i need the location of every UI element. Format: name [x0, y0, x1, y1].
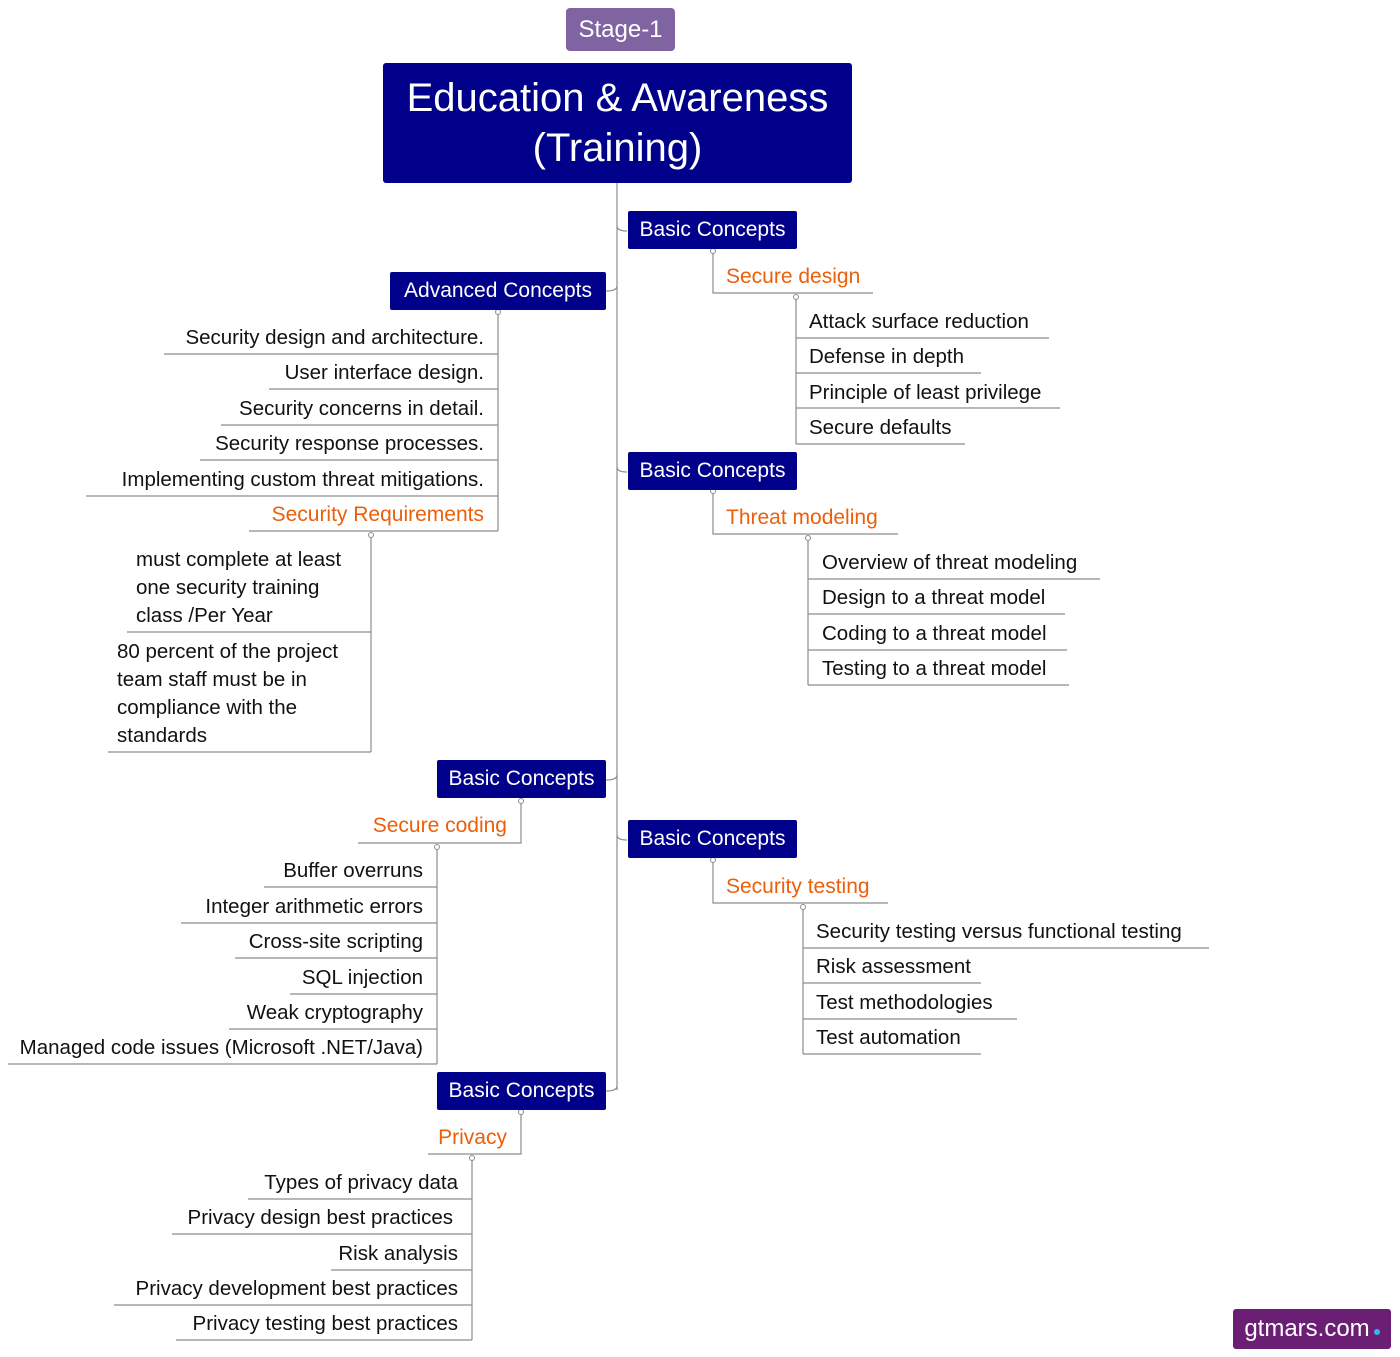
root-title-line2: (Training) [532, 126, 703, 170]
topic-security-testing[interactable]: Security testing [726, 875, 870, 898]
leaf-item[interactable]: User interface design. [284, 361, 484, 384]
leaf-item[interactable]: Integer arithmetic errors [205, 895, 423, 918]
brand-text: gtmars.com [1244, 1315, 1370, 1342]
requirement-item[interactable]: must complete at least one security training class /Per Year [136, 548, 342, 627]
leaf-item[interactable]: Cross-site scripting [248, 930, 423, 953]
leaf-item[interactable]: Test automation [816, 1026, 961, 1049]
leaf-item[interactable]: Risk analysis [338, 1242, 458, 1265]
topic-security-requirements[interactable]: Security Requirements [271, 503, 484, 526]
category-node-privacy[interactable]: Basic Concepts [437, 1072, 606, 1110]
leaf-item[interactable]: Risk assessment [816, 955, 971, 978]
category-node-security-testing[interactable]: Basic Concepts [628, 820, 797, 858]
category-node-secure-design[interactable]: Basic Concepts [628, 211, 797, 249]
leaf-item[interactable]: Implementing custom threat mitigations. [121, 468, 484, 491]
leaf-item[interactable]: Privacy design best practices [187, 1206, 453, 1229]
root-node[interactable] [383, 63, 852, 183]
category-node-threat-modeling[interactable]: Basic Concepts [628, 452, 797, 490]
brand-dot-icon [1374, 1329, 1380, 1335]
topic-secure-coding[interactable]: Secure coding [372, 814, 507, 837]
leaf-item[interactable]: Test methodologies [816, 991, 993, 1014]
leaf-item[interactable]: Attack surface reduction [809, 310, 1029, 333]
root-title-line1: Education & Awareness [406, 76, 829, 120]
leaf-item[interactable]: Buffer overruns [283, 859, 423, 882]
leaf-item[interactable]: Principle of least privilege [809, 381, 1042, 404]
brand-badge[interactable] [1233, 1309, 1391, 1349]
leaf-item[interactable]: Security concerns in detail. [239, 397, 484, 420]
topic-privacy[interactable]: Privacy [438, 1126, 507, 1149]
leaf-item[interactable]: SQL injection [301, 966, 423, 989]
leaf-item[interactable]: Privacy development best practices [135, 1277, 458, 1300]
topic-threat-modeling[interactable]: Threat modeling [726, 506, 878, 529]
leaf-item[interactable]: Managed code issues (Microsoft .NET/Java) [19, 1036, 423, 1059]
leaf-item[interactable]: Overview of threat modeling [822, 551, 1078, 574]
leaf-item[interactable]: Security testing versus functional testing [816, 920, 1182, 943]
leaf-item[interactable]: Coding to a threat model [822, 622, 1047, 645]
topic-secure-design[interactable]: Secure design [726, 265, 861, 288]
requirement-item[interactable]: 80 percent of the project team staff must be in compliance with the standards [117, 640, 339, 747]
leaf-item[interactable]: Design to a threat model [822, 586, 1046, 609]
leaf-item[interactable]: Security design and architecture. [185, 326, 484, 349]
stage-label: Stage-1 [566, 8, 675, 51]
leaf-item[interactable]: Privacy testing best practices [192, 1312, 458, 1335]
leaf-item[interactable]: Secure defaults [809, 416, 952, 439]
category-node-secure-coding[interactable]: Basic Concepts [437, 760, 606, 798]
category-node-advanced-concepts[interactable]: Advanced Concepts [390, 272, 606, 310]
leaf-item[interactable]: Types of privacy data [264, 1171, 458, 1194]
leaf-item[interactable]: Security response processes. [215, 432, 484, 455]
leaf-item[interactable]: Defense in depth [809, 345, 965, 368]
leaf-item[interactable]: Testing to a threat model [822, 657, 1047, 680]
leaf-item[interactable]: Weak cryptography [246, 1001, 423, 1024]
